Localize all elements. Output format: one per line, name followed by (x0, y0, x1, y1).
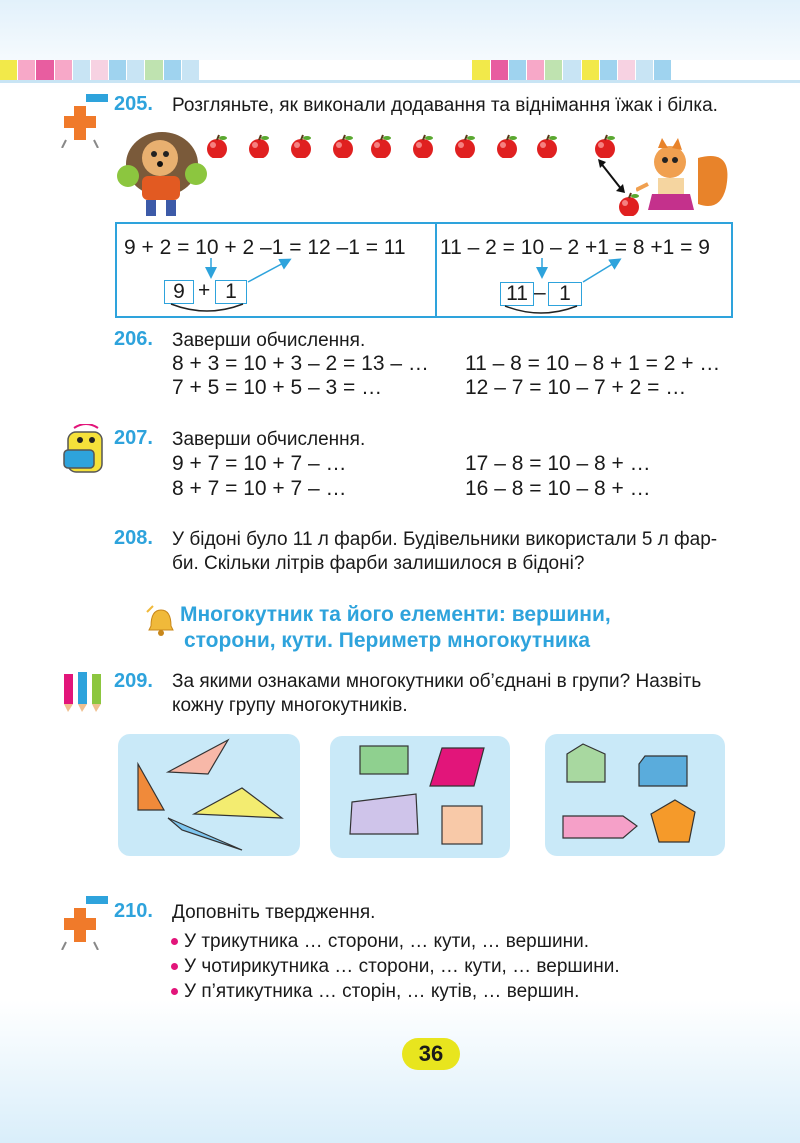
quadrilateral-shape (350, 794, 418, 834)
strip-cell (654, 60, 672, 80)
polygons-group (545, 734, 725, 856)
section-title: Многокутник та його елементи: вершини, (180, 603, 611, 626)
strip-cell (582, 60, 600, 80)
strip-cell (236, 60, 254, 80)
strip-cell (182, 60, 200, 80)
backpack-icon (60, 424, 112, 476)
strip-cell (527, 60, 545, 80)
strip-cell (727, 60, 745, 80)
exercise-number: 210. (114, 900, 153, 922)
strip-cell (763, 60, 781, 80)
parallelogram-shape (430, 748, 484, 786)
strip-cell (472, 60, 490, 80)
apple-icon (330, 134, 356, 158)
strip-cell (73, 60, 91, 80)
triangles-group-panel (118, 734, 300, 856)
apple-icon (410, 134, 436, 158)
section-title: сторони, кути. Периметр многокутника (184, 629, 590, 652)
strip-cell (291, 60, 309, 80)
strip-cell (164, 60, 182, 80)
triangle-shape (194, 788, 282, 818)
strip-cell (363, 60, 381, 80)
equation: 12 – 7 = 10 – 7 + 2 = … (465, 376, 687, 399)
equation: 11 – 8 = 10 – 8 + 1 = 2 + … (465, 352, 721, 375)
triangle-shape (168, 818, 242, 850)
strip-cell (18, 60, 36, 80)
exercise-text-line: За якими ознаками многокутники об’єднані в групи? Назвіть (172, 671, 702, 692)
plus-minus-character-icon (58, 894, 114, 950)
equation: 9 + 7 = 10 + 7 – … (172, 452, 347, 475)
triangle-shape (168, 740, 228, 774)
strip-cell (545, 60, 563, 80)
rectangle-shape (360, 746, 408, 774)
strip-underline (0, 80, 800, 83)
equation: 8 + 7 = 10 + 7 – … (172, 477, 347, 500)
strip-cell (200, 60, 218, 80)
square-shape (442, 806, 482, 844)
decorative-strip (0, 60, 800, 80)
double-arrow-icon (592, 156, 632, 196)
quadrilaterals-group-panel (330, 736, 510, 858)
pencils-icon (58, 668, 112, 712)
left-op: + (198, 279, 211, 302)
strip-cell (327, 60, 345, 80)
pentagon-shape (639, 756, 687, 786)
triangles-group (118, 734, 300, 856)
right-equation: 11 – 2 = 10 – 2 +1 = 8 +1 = 9 (440, 236, 710, 259)
statement-item: У чотирикутника … сторони, … кути, … вершини. (184, 956, 620, 977)
left-box-b: 1 (215, 280, 247, 304)
equation: 7 + 5 = 10 + 5 – 3 = … (172, 376, 383, 399)
left-equation: 9 + 2 = 10 + 2 –1 = 12 –1 = 11 (124, 236, 406, 259)
strip-cell (382, 60, 400, 80)
strip-cell (36, 60, 54, 80)
problem-text-line: би. Скільки літрів фарби залишилося в бідоні? (172, 553, 585, 574)
bullet (171, 963, 178, 970)
equation: 16 – 8 = 10 – 8 + … (465, 477, 651, 500)
strip-cell (691, 60, 709, 80)
decomposition-arrows (115, 222, 733, 318)
pentagon-shape (567, 744, 605, 782)
apple-icon (204, 134, 230, 158)
strip-cell (781, 60, 799, 80)
strip-cell (109, 60, 127, 80)
strip-cell (709, 60, 727, 80)
strip-cell (127, 60, 145, 80)
apple-icon (246, 134, 272, 158)
exercise-number: 205. (114, 93, 153, 115)
triangle-shape (138, 764, 164, 810)
bullet (171, 988, 178, 995)
strip-cell (454, 60, 472, 80)
apple-icon (534, 134, 560, 158)
apple-icon (452, 134, 478, 158)
strip-cell (618, 60, 636, 80)
exercise-number: 207. (114, 427, 153, 449)
strip-cell (55, 60, 73, 80)
strip-cell (254, 60, 272, 80)
strip-cell (400, 60, 418, 80)
strip-cell (309, 60, 327, 80)
strip-cell (218, 60, 236, 80)
bullet (171, 938, 178, 945)
right-box-a: 11 (500, 282, 534, 306)
equation: 17 – 8 = 10 – 8 + … (465, 452, 651, 475)
apple-icon (494, 134, 520, 158)
apple-icon (592, 134, 618, 158)
exercise-number: 206. (114, 328, 153, 350)
pentagon-shape (563, 816, 637, 838)
strip-cell (0, 60, 18, 80)
strip-cell (563, 60, 581, 80)
right-box-b: 1 (548, 282, 582, 306)
hedgehog-illustration (116, 124, 208, 220)
strip-cell (436, 60, 454, 80)
pentagon-shape (651, 800, 695, 842)
strip-cell (636, 60, 654, 80)
apple-icon (368, 134, 394, 158)
exercise-text: Доповніть твердження. (172, 902, 376, 923)
quadrilaterals-group (330, 736, 510, 858)
strip-cell (91, 60, 109, 80)
exercise-text: Заверши обчислення. (172, 330, 366, 351)
statement-item: У п’ятикутника … сторін, … кутів, … вершин. (184, 981, 580, 1002)
problem-text-line: У бідоні було 11 л фарби. Будівельники використали 5 л фар- (172, 529, 718, 550)
page-number: 36 (402, 1038, 460, 1070)
bell-icon (145, 604, 175, 638)
exercise-number: 209. (114, 670, 153, 692)
left-box-a: 9 (164, 280, 194, 304)
apple-icon (288, 134, 314, 158)
strip-cell (745, 60, 763, 80)
strip-cell (491, 60, 509, 80)
strip-cell (145, 60, 163, 80)
exercise-text-line: кожну групу многокутників. (172, 695, 408, 716)
exercise-text: Заверши обчислення. (172, 429, 366, 450)
exercise-number: 208. (114, 527, 153, 549)
strip-cell (418, 60, 436, 80)
statement-item: У трикутника … сторони, … кути, … вершини. (184, 931, 589, 952)
equation: 8 + 3 = 10 + 3 – 2 = 13 – … (172, 352, 429, 375)
strip-cell (345, 60, 363, 80)
squirrel-illustration (636, 138, 734, 218)
plus-minus-character-icon (58, 92, 114, 148)
strip-cell (273, 60, 291, 80)
exercise-text: Розгляньте, як виконали додавання та віднімання їжак і білка. (172, 95, 718, 116)
strip-cell (509, 60, 527, 80)
right-op: – (534, 281, 546, 304)
polygons-group-panel (545, 734, 725, 856)
strip-cell (600, 60, 618, 80)
strip-cell (672, 60, 690, 80)
